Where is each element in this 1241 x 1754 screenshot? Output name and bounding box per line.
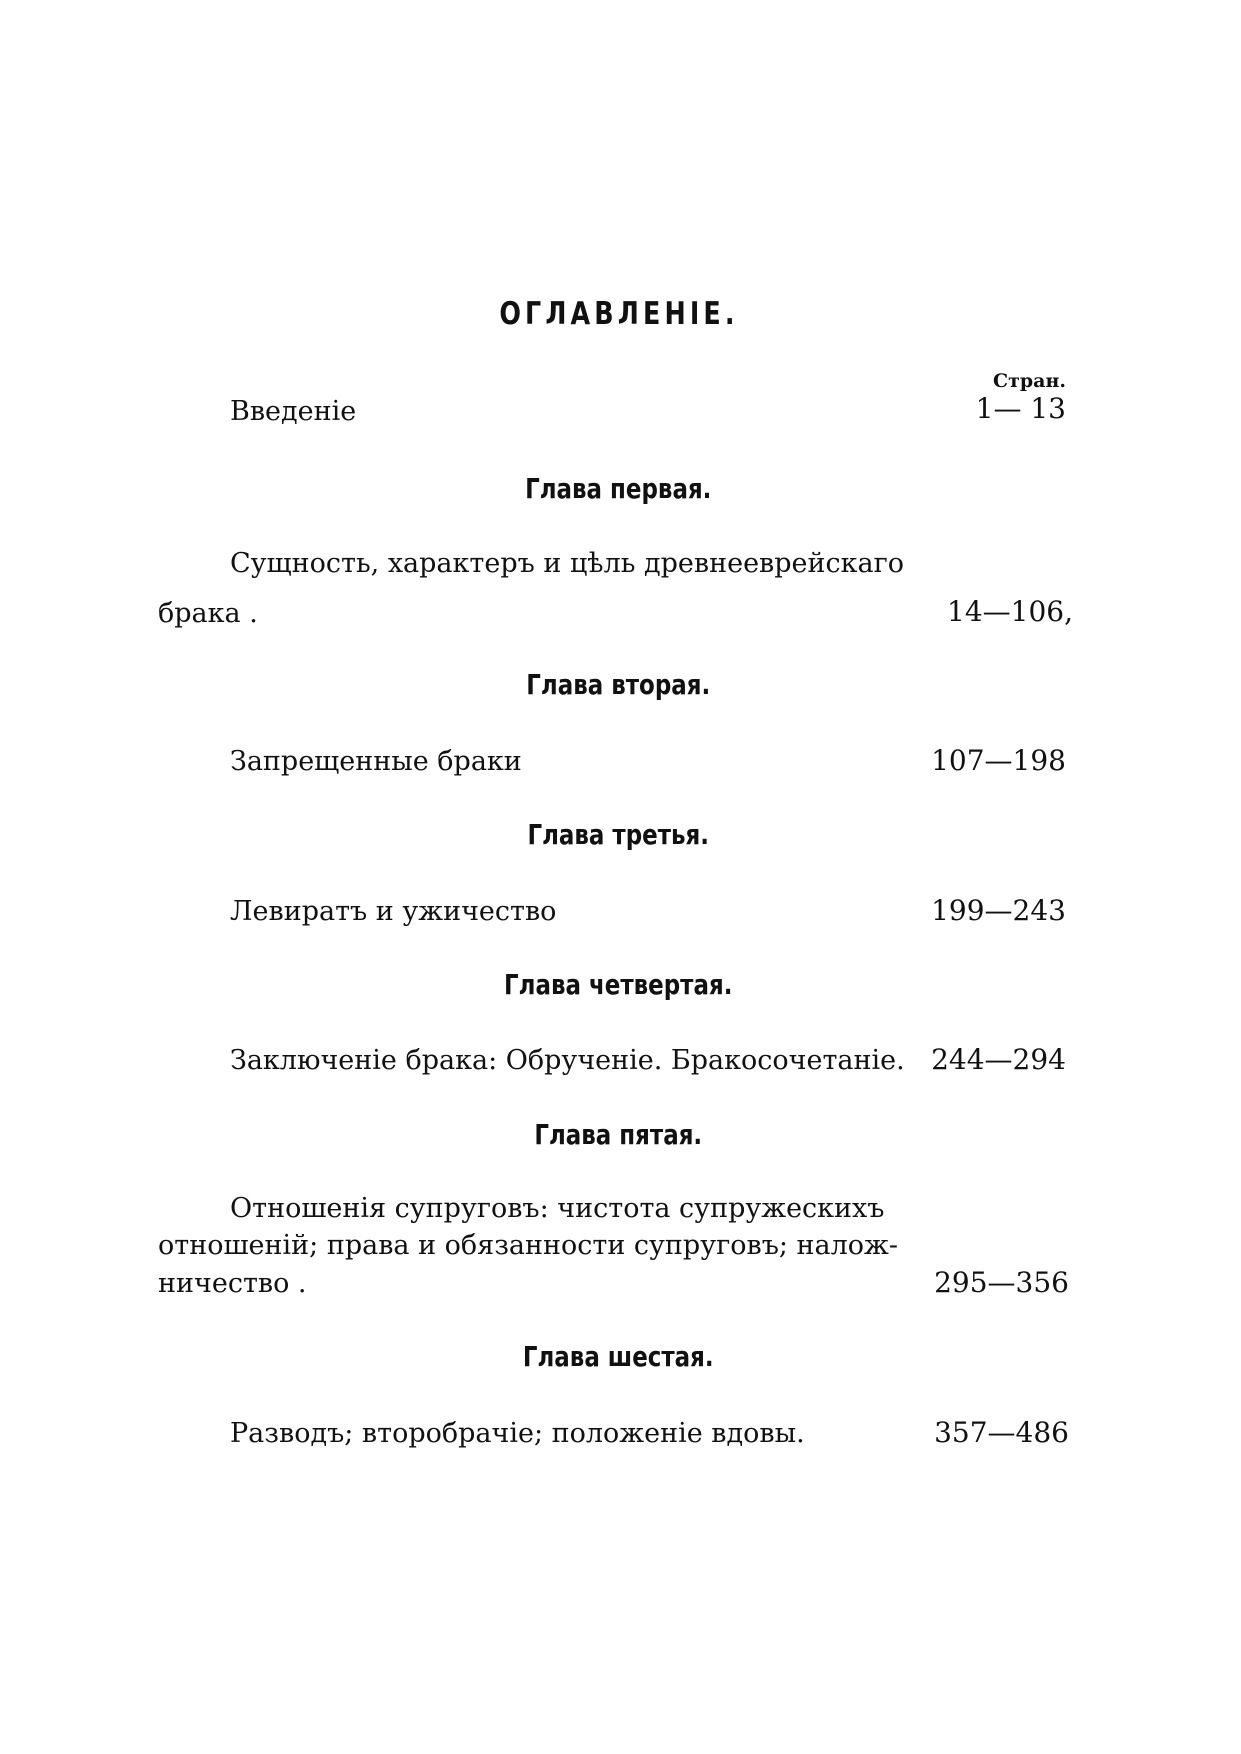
chapter-1-pages: 14—106,	[947, 595, 1073, 628]
chapter-5-line-3: ничество .	[158, 1268, 307, 1299]
pages-column-header: Стран.	[992, 370, 1066, 392]
chapter-3-heading: Глава третья.	[527, 818, 710, 851]
chapter-5-line-1: Отношенія супруговъ: чистота супружескихъ	[230, 1193, 885, 1224]
chapter-5-line-2: отношеній; права и обязанности супруговъ; налож-	[158, 1230, 899, 1261]
chapter-6-heading: Глава шестая.	[522, 1340, 714, 1373]
chapter-6-line-1: Разводъ; второбрачіе; положеніе вдовы.	[230, 1418, 805, 1449]
intro-pages: 1— 13	[975, 392, 1066, 425]
chapter-1-line-2: брака .	[158, 598, 258, 629]
chapter-4-pages: 244—294	[931, 1043, 1066, 1076]
chapter-5-heading: Глава пятая.	[534, 1118, 703, 1151]
page-title: ОГЛАВЛЕНІЕ.	[499, 296, 739, 332]
chapter-2-heading: Глава вторая.	[526, 668, 711, 701]
chapter-3-line-1: Левиратъ и ужичество	[230, 896, 557, 927]
chapter-4-heading: Глава четвертая.	[504, 968, 733, 1001]
chapter-1-heading: Глава первая.	[525, 472, 712, 505]
chapter-1-line-1: Сущность, характеръ и цѣль древнееврейскаго	[230, 548, 905, 579]
chapter-5-pages: 295—356	[934, 1266, 1069, 1299]
intro-label: Введеніе	[230, 396, 357, 427]
chapter-6-pages: 357—486	[934, 1416, 1069, 1449]
chapter-2-line-1: Запрещенные браки	[230, 746, 522, 777]
chapter-4-line-1: Заключеніе брака: Обрученіе. Бракосочетаніе.	[230, 1045, 905, 1076]
chapter-2-pages: 107—198	[931, 744, 1066, 777]
chapter-3-pages: 199—243	[931, 894, 1066, 927]
